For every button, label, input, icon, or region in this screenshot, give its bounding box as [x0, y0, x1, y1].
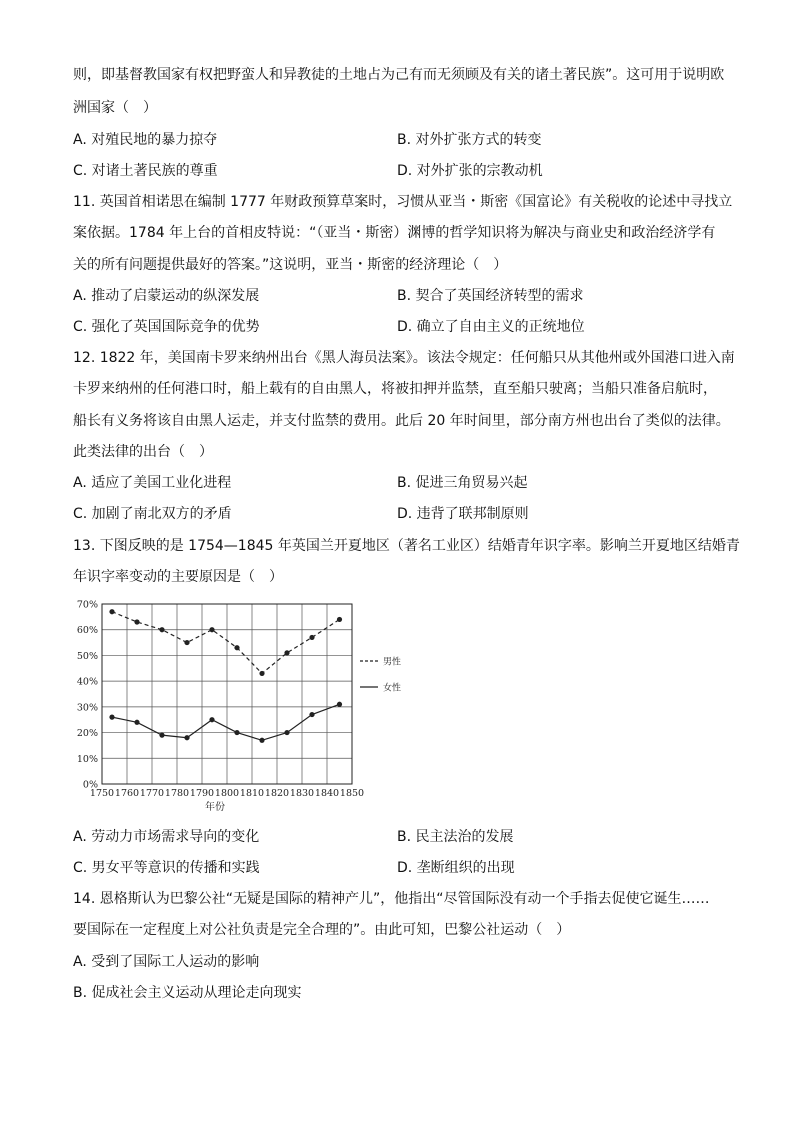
data-point-male — [337, 617, 342, 622]
data-point-male — [284, 650, 289, 655]
q11-option-b: B. 契合了英国经济转型的需求 — [397, 288, 584, 304]
q12-option-d: D. 违背了联邦制原则 — [397, 506, 529, 522]
x-tick-label: 1820 — [264, 788, 290, 799]
x-tick-label: 1850 — [339, 788, 365, 799]
x-tick-label: 1810 — [239, 788, 265, 799]
data-point-female — [337, 702, 342, 707]
data-point-female — [284, 730, 289, 735]
q13-option-a: A. 劳动力市场需求导向的变化 — [73, 829, 260, 845]
q11-stem-line-1: 11. 英国首相诺思在编制 1777 年财政预算草案时，习惯从亚当・斯密《国富论》有关税收的论述中寻找立 — [73, 194, 733, 210]
legend-label: 女性 — [383, 683, 402, 694]
literacy-rate-chart — [70, 596, 420, 818]
q14-stem-line-1: 14. 恩格斯认为巴黎公社“无疑是国际的精神产儿”，他指出“尽管国际没有动一个手指去促使它诞生…… — [73, 891, 710, 907]
q13-stem-line-2: 年识字率变动的主要原因是（ ） — [73, 569, 283, 585]
q10-option-b: B. 对外扩张方式的转变 — [397, 132, 542, 148]
q10-option-c: C. 对诸土著民族的尊重 — [73, 163, 218, 179]
x-tick-labels — [90, 788, 364, 799]
legend-label: 男性 — [383, 657, 402, 668]
y-tick-label: 70% — [76, 599, 98, 611]
q13-stem-line-1: 13. 下图反映的是 1754—1845 年英国兰开夏地区（著名工业区）结婚青年识字率。影响兰开夏地区结婚青 — [73, 538, 740, 554]
x-tick-label: 1780 — [164, 788, 190, 799]
q11-option-d: D. 确立了自由主义的正统地位 — [397, 319, 585, 335]
data-point-male — [134, 619, 139, 624]
q12-stem-line-1: 12. 1822 年，美国南卡罗来纳州出台《黑人海员法案》。该法令规定：任何船只从其他州或外国港口进入南 — [73, 350, 735, 366]
data-point-male — [234, 645, 239, 650]
data-point-male — [109, 609, 114, 614]
x-tick-label: 1830 — [289, 788, 315, 799]
data-point-female — [259, 738, 264, 743]
q10-option-d: D. 对外扩张的宗教动机 — [397, 163, 543, 179]
data-point-male — [184, 640, 189, 645]
q11-stem-line-2: 案依据。1784 年上台的首相皮特说：“（亚当・斯密）渊博的哲学知识将为解决与商业史和政治经济学有 — [73, 225, 716, 241]
q14-stem-line-2: 要国际在一定程度上对公社负责是完全合理的”。由此可知，巴黎公社运动（ ） — [73, 922, 571, 938]
q11-option-c: C. 强化了英国国际竞争的优势 — [73, 319, 260, 335]
chart-grid — [102, 604, 352, 784]
data-point-female — [309, 712, 314, 717]
q10-stem-line-2: 洲国家（ ） — [73, 100, 157, 116]
chart-legend — [360, 656, 401, 694]
y-tick-label: 0% — [82, 779, 98, 791]
data-point-female — [159, 733, 164, 738]
data-point-female — [184, 735, 189, 740]
q12-stem-line-2: 卡罗来纳州的任何港口时，船上载有的自由黑人，将被扣押并监禁，直至船只驶离；当船只准备启航时， — [73, 381, 717, 397]
y-tick-label: 30% — [76, 702, 98, 714]
q11-option-a: A. 推动了启蒙运动的纵深发展 — [73, 288, 260, 304]
data-point-female — [234, 730, 239, 735]
q12-option-c: C. 加剧了南北双方的矛盾 — [73, 506, 232, 522]
series-line-female — [112, 704, 340, 740]
data-point-male — [209, 627, 214, 632]
data-point-male — [309, 635, 314, 640]
y-tick-label: 60% — [76, 625, 98, 637]
x-tick-label: 1770 — [139, 788, 165, 799]
q10-option-a: A. 对殖民地的暴力掠夺 — [73, 132, 218, 148]
q11-stem-line-3: 关的所有问题提供最好的答案。”这说明，亚当・斯密的经济理论（ ） — [73, 257, 508, 273]
q10-stem-line-1: 则，即基督教国家有权把野蛮人和异教徒的土地占为己有而无须顾及有关的诸土著民族”。这可用于说明欧 — [73, 67, 725, 83]
y-tick-label: 10% — [76, 753, 98, 765]
x-axis-label: 年份 — [205, 802, 225, 813]
q12-stem-line-4: 此类法律的出台（ ） — [73, 444, 213, 460]
x-tick-label: 1760 — [114, 788, 140, 799]
data-point-male — [259, 671, 264, 676]
data-point-female — [134, 720, 139, 725]
series-line-male — [112, 612, 340, 674]
q12-option-b: B. 促进三角贸易兴起 — [397, 475, 528, 491]
q13-option-d: D. 垄断组织的出现 — [397, 860, 515, 876]
x-tick-label: 1790 — [189, 788, 215, 799]
x-tick-label: 1840 — [314, 788, 340, 799]
y-tick-label: 20% — [76, 728, 98, 740]
data-point-female — [209, 717, 214, 722]
q14-option-a: A. 受到了国际工人运动的影响 — [73, 954, 260, 970]
data-point-female — [109, 715, 114, 720]
q14-option-b: B. 促成社会主义运动从理论走向现实 — [73, 985, 302, 1001]
q12-option-a: A. 适应了美国工业化进程 — [73, 475, 232, 491]
y-tick-labels — [77, 600, 98, 791]
q12-stem-line-3: 船长有义务将该自由黑人运走，并支付监禁的费用。此后 20 年时间里，部分南方州也出台了类似的法律。 — [73, 413, 730, 429]
y-tick-label: 50% — [76, 650, 98, 662]
q13-option-b: B. 民主法治的发展 — [397, 829, 514, 845]
x-tick-label: 1750 — [89, 788, 115, 799]
x-tick-label: 1800 — [214, 788, 240, 799]
y-tick-label: 40% — [76, 676, 98, 688]
q13-option-c: C. 男女平等意识的传播和实践 — [73, 860, 260, 876]
chart-series — [109, 609, 342, 743]
data-point-male — [159, 627, 164, 632]
